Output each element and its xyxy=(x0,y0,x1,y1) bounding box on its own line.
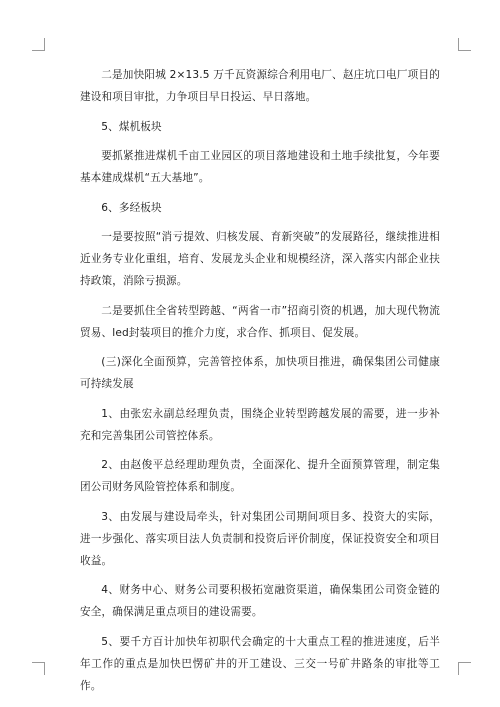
line: 二是要抓住全省转型跨越、“两省一市”招商引资的机遇，加大现代物流贸易、led xyxy=(80,304,440,339)
paragraph-item-3 xyxy=(80,506,440,572)
line: 目审批，力争项目早日投运、早日落地。 xyxy=(122,91,317,103)
line: 4、财务中心、财务公司要积极拓宽融资渠道，确保集团公司资金链的安全，确 xyxy=(80,584,440,618)
paragraph-item-1 xyxy=(80,403,440,447)
paragraph-item-4 xyxy=(80,579,440,623)
crop-mark-bottom-left xyxy=(32,662,45,675)
paragraph-coal-machinery-park xyxy=(80,145,440,189)
line: 展 xyxy=(122,378,134,390)
line: 源。 xyxy=(165,275,188,287)
line: 务风险管控体系和制度。 xyxy=(122,481,242,493)
crop-mark-bottom-right xyxy=(458,662,471,675)
paragraph-development-path xyxy=(80,226,440,292)
crop-mark-top-right xyxy=(458,38,471,51)
line: 2、由赵俊平总经理助理负责，全面深化、提升全面预算管理，制定集团公司财 xyxy=(80,459,440,493)
line: 要抓紧推进煤机千亩工业园区的项目落地建设和土地手续批复，今年要基本建成 xyxy=(80,150,440,184)
paragraph-item-5 xyxy=(80,631,440,697)
line: 业化重组，培育、发展龙头企业和规模经济，深入落实内部企业扶持政策，消除亏损 xyxy=(80,253,440,287)
line: 二是加快阳城 2×13.5 万千瓦资源综合利用电厂、赵庄坑口电厂项目的建设和项 xyxy=(80,69,440,103)
crop-mark-top-left xyxy=(32,38,45,51)
line: 集团公司管控体系。 xyxy=(122,429,220,442)
line: 化、落实项目法人负责制和投资后评价制度，保证投资安全和项目收益。 xyxy=(80,532,440,567)
line: 3、由发展与建设局牵头，针对集团公司期间项目多、投资大的实际，进一步强 xyxy=(80,510,440,545)
paragraph-item-2 xyxy=(80,454,440,498)
paragraph-power-plant-projects xyxy=(80,64,440,108)
line: (三)深化全面预算，完善管控体系，加快项目推进，确保集团公司健康可持续发 xyxy=(80,356,440,390)
line: 5、要千方百计加快年初职代会确定的十大重点工程的推进速度，后半年工作的 xyxy=(80,635,440,670)
line: 封装项目的推介力度，求合作、抓项目、促发展。 xyxy=(128,326,366,339)
line: 6、多经板块 xyxy=(101,201,162,214)
heading-budget-control xyxy=(80,351,440,395)
line: 保满足重点项目的建设需要。 xyxy=(122,606,263,618)
line: 煤机“五大基地”。 xyxy=(122,172,210,184)
document-body xyxy=(80,64,440,704)
paragraph-investment-opportunity xyxy=(80,300,440,344)
line: 一是要按照“消亏提效、归核发展、育新突破”的发展路径，继续推进相近业务专 xyxy=(80,231,440,265)
line: 1、由张宏永副总经理负责，围绕企业转型跨越发展的需要，进一步补充和完善 xyxy=(80,407,440,442)
line: 重点是加快巴愣矿井的开工建设、三交一号矿井路条的审批等工作。 xyxy=(80,657,440,692)
heading-coal-machinery-sector xyxy=(80,116,440,138)
line: 5、煤机板块 xyxy=(101,120,162,133)
heading-diversified-sector xyxy=(80,197,440,219)
